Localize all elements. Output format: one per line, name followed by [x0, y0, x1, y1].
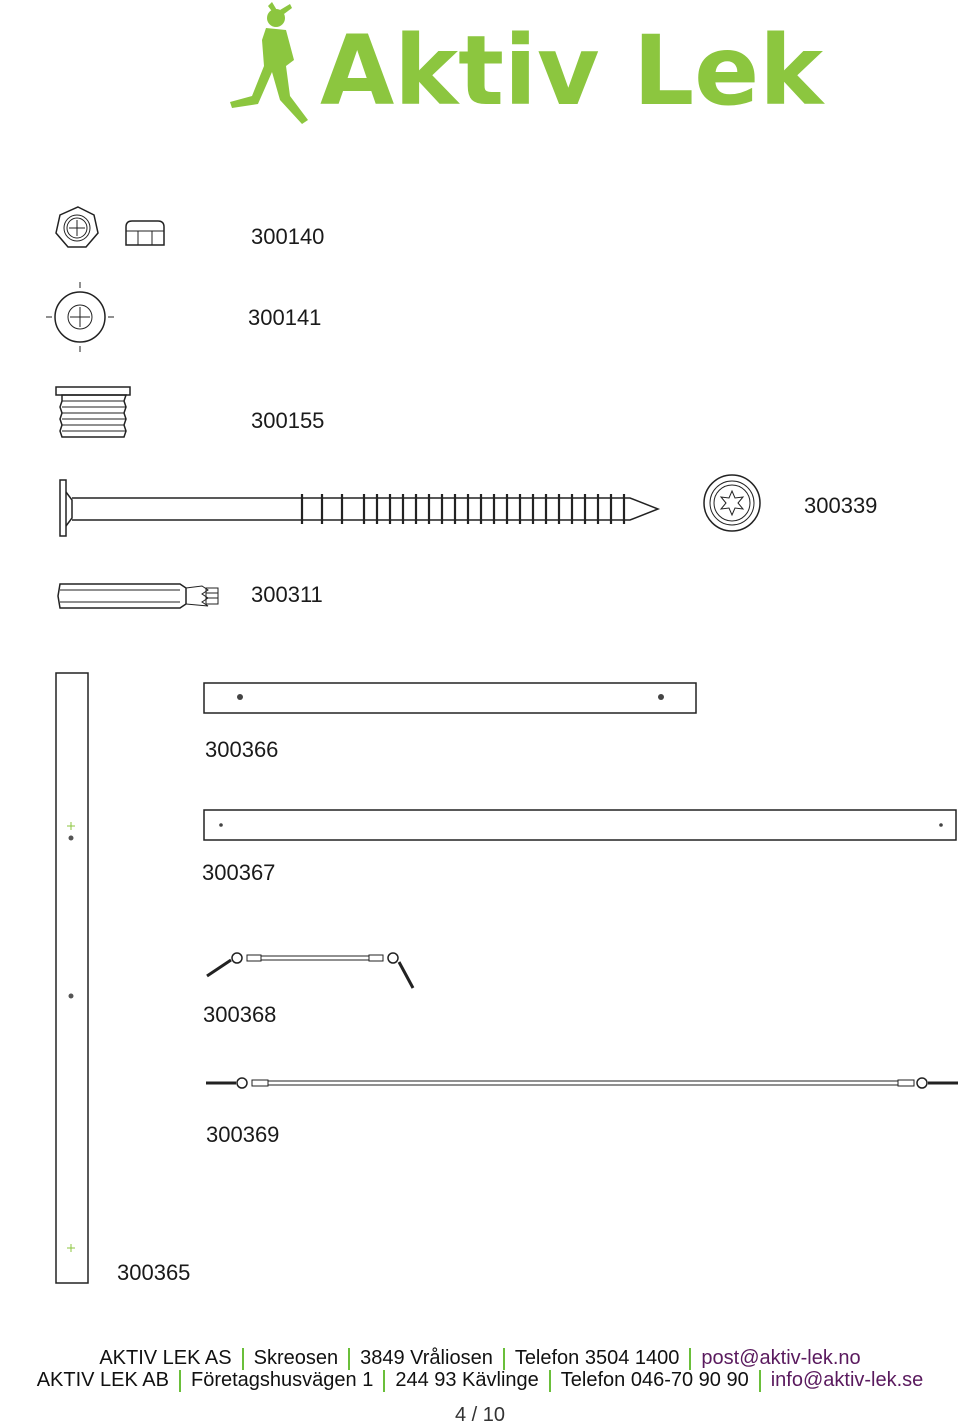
short-rail-icon [203, 682, 699, 716]
footer-postal: 244 93 Kävlinge [395, 1369, 539, 1391]
end-plug-icon [56, 387, 136, 443]
part-label-300311: 300311 [251, 582, 323, 607]
screw-head-drawing [702, 474, 762, 539]
hex-nut-icon [54, 205, 174, 253]
part-300369-drawing [204, 1074, 960, 1099]
torx-head-icon [702, 474, 762, 534]
footer-street: Företagshusvägen 1 [190, 1369, 374, 1391]
long-wire-icon [204, 1074, 960, 1094]
part-label-300366: 300366 [205, 737, 279, 762]
page-number: 4 / 10 [454, 1404, 506, 1426]
footer-company: AKTIV LEK AB [36, 1369, 169, 1391]
part-300140-drawing [54, 205, 174, 258]
part-300367-drawing [203, 809, 959, 848]
logo-text: Aktiv Lek [320, 15, 824, 127]
part-label-300339: 300339 [804, 493, 878, 518]
footer-street: Skreosen [253, 1347, 339, 1369]
washer-icon [44, 282, 120, 354]
part-300155-drawing [56, 387, 136, 448]
part-300339-drawing [56, 478, 666, 545]
footer-email-link[interactable]: post@aktiv-lek.no [701, 1347, 861, 1369]
part-300366-drawing [203, 682, 699, 721]
part-300368-drawing [203, 948, 417, 997]
part-label-300365: 300365 [117, 1260, 191, 1285]
footer-line-norway [0, 1347, 960, 1370]
logo-graphic [228, 0, 824, 128]
vertical-post-icon [55, 672, 91, 1286]
footer-phone: Telefon 3504 1400 [514, 1347, 680, 1369]
screw-icon [56, 478, 666, 540]
part-label-300140: 300140 [251, 224, 325, 249]
footer-email-link[interactable]: info@aktiv-lek.se [770, 1369, 924, 1391]
footer-postal: 3849 Vråliosen [360, 1347, 493, 1369]
torx-bit-icon [56, 582, 222, 612]
part-label-300367: 300367 [202, 860, 276, 885]
logo [228, 0, 824, 128]
short-wire-icon [203, 948, 417, 992]
footer-phone: Telefon 046-70 90 90 [560, 1369, 749, 1391]
part-label-300369: 300369 [206, 1122, 280, 1147]
part-label-300141: 300141 [248, 305, 322, 330]
part-300311-drawing [56, 582, 222, 617]
part-label-300368: 300368 [203, 1002, 277, 1027]
part-300365-drawing [55, 672, 91, 1291]
long-rail-icon [203, 809, 959, 843]
part-label-300155: 300155 [251, 408, 325, 433]
footer-company: AKTIV LEK AS [99, 1347, 232, 1369]
jumping-figure-icon [230, 2, 308, 124]
part-300141-drawing [44, 282, 120, 359]
footer-line-sweden [0, 1369, 960, 1392]
